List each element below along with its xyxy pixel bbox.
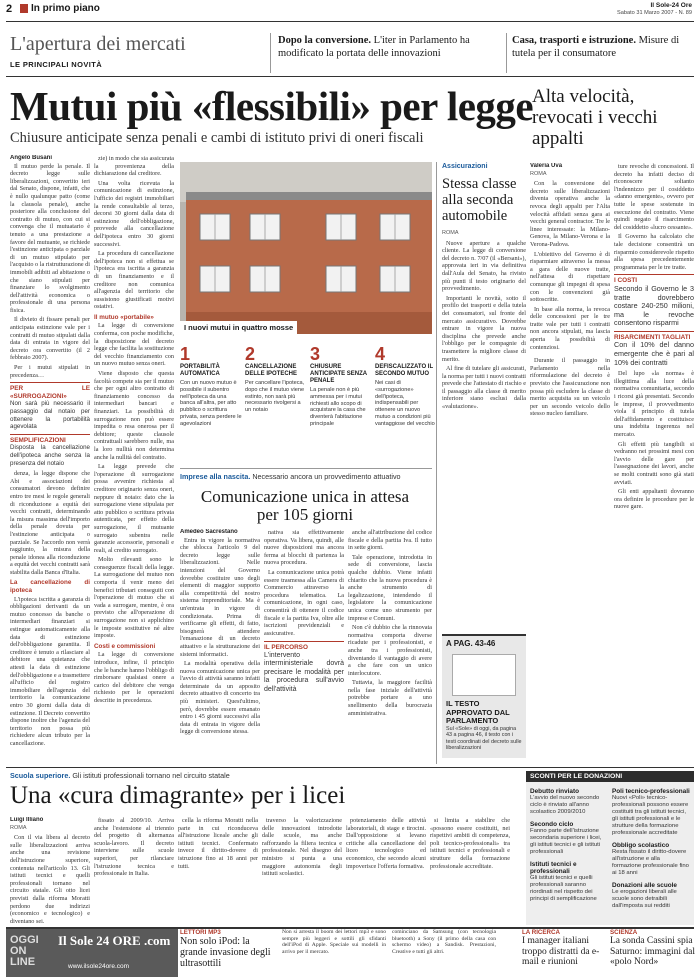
site-logo: Il Sole 24 ORE .com: [58, 933, 171, 948]
comm-col3-p2: Tale operazione, introdotta in sede di conversione, lascia qualche dubbio. Viene infatti chiarito che la nuova procedura è anche strumento di legalizzazione, intendendo il legislatore la comunicazione unica come uno strumento per imprese e Comuni.: [348, 553, 432, 622]
ricerca-headline: I manager italiani troppo distratti da e-mail e riunioni: [522, 936, 600, 967]
building-photo: [180, 162, 432, 334]
assic-headline: Stessa classe alla seconda automobile: [442, 176, 517, 224]
assic-p3: Al fine di tutelare gli assicurati, la norma per tutti i nuovi contratti prevede che l'attestato di rischio e il passaggio alla classe di merito inferiore siano esclusi dalla «valutazione».: [442, 365, 526, 411]
main-col1-p1: Il mutuo perde la penale. Il decreto legge sulle liberalizzazioni, convertito ieri dal Senato, dispone, infatti, che è nullo qualunque patto (come la clausola penale), anche posteriore alla conclusione del contratto di mutuo, con cui si convenga che il mutuatario è tenuto a una prestazione a favore del mutuante, se richiede l'estinzione anticipata o parziale di un mutuo stipulato per l'acquisto o la ristrutturazione di immobili adibiti ad abitazione o che siano stipulati per finanziare lo svolgimento dell'attività economica o professionale di una persona fisica.: [10, 162, 90, 314]
scienza-banner[interactable]: [610, 929, 696, 977]
dieta-col6: [430, 817, 510, 925]
av-place: ROMA: [530, 170, 547, 177]
dieta-col4: [262, 817, 342, 925]
main-col2-p2: Una volta ricevuta la comunicazione di estinzione, l'ufficio dei registri immobiliari la rende consultabile al terzo, decorsi 30 giorni dalla data di estinzione dell'obbligazione, provvede alla cancellazione dell'ipoteca entro 30 giorni successivi.: [94, 179, 174, 248]
sconti-item-5-title: Obbligo scolastico: [612, 842, 670, 849]
dieta-col2: [94, 817, 174, 925]
risarc-title: RISARCIMENTI TAGLIATI: [614, 333, 691, 341]
main-col1-p3: Per i mutui stipulati in precedenza…: [10, 364, 90, 379]
comm-col2-p2: La comunicazione unica potrà essere trasmessa alla Camera di Commercio attraverso la procedura telematica. La comunicazione, in ogni caso, consentirà di ottenere il codice fiscale e la partita Iva, oltre alle iscrizioni previdenziali e assicurative.: [264, 568, 344, 637]
main-byline: Angelo Busani: [10, 155, 53, 161]
comm-col1-p1: Entra in vigore la normativa che sblocca l'articolo 9 del decreto legge sulle liberalizzazioni. Nelle intenzioni del Governo dovrebbe costituire uno degli elementi di maggior supporto alla competitività del nostro sistema imprenditoriale. Ma è un'entrata in vigore di condizionata. Prima di verificarne gli effetti, di fatto, bisognerà attendere l'emanazione di un decreto attuativo e la strutturazione dei sistemi informatici.: [180, 536, 260, 658]
sconti-item-1-desc: L'avvio del nuovo secondo ciclo è rinviato all'anno scolastico 2009/2010: [530, 795, 600, 815]
step-1-desc: Con un nuovo mutuo è possibile il subentro nell'ipoteca da una banca all'altra, per atto pubblico o scrittura privata, senza perdere le agevolazioni: [180, 380, 242, 427]
dieta-kicker-bold: Scuola superiore.: [10, 771, 71, 780]
semplificazioni-box: [10, 434, 90, 467]
main-article-col2: [94, 155, 174, 763]
dieta-headline: Una «cura dimagrante» per i licei: [10, 782, 346, 809]
main-col2-p4: La legge di conversione conferma, con poche modifiche, la disposizione del decreto legge che facilita la sostituzione del vecchio finanziamento con un nuovo mutuo senza oneri.: [94, 322, 174, 368]
dieta-col5: [346, 817, 426, 925]
assic-p2: Importanti le novità, sotto il profilo dei trasporti e della tutela dei consumatori, sul fronte del mercato assicurativo. Dovrebbe entrare in vigore la nuova disciplina che prevede anche l'obbligo per le compagnie di trasmettere la migliore classe di merito.: [442, 294, 526, 363]
top-rule: [6, 21, 694, 22]
comm-kicker-text: Necessario ancora un provvedimento attuativo: [250, 472, 401, 481]
step-4-desc: Nei casi di «surrogazione» dell'ipoteca, indispensabili per ottenere un nuovo mutuo a condizioni più vantaggiose del vecchio: [375, 380, 435, 427]
dieta-place: ROMA: [10, 824, 27, 831]
issue-date: Sabato 31 Marzo 2007 - N. 89: [617, 10, 692, 16]
comm-col3-p4: Tuttavia, la maggiore facilità nella fase iniziale dell'attività potrebbe portare a uno snellimento della burocrazia amministrativa.: [348, 679, 432, 717]
main-subheadline: Chiusure anticipate senza penali e cambi di istituto privi di oneri fiscali: [10, 130, 424, 146]
main-col2-p8: La legge di conversione introduce, infine, il principio che le banche hanno l'obbligo di rimborsare qualsiasi onere a carico del debitore che venga richiesto per le operazioni descritte in precedenza.: [94, 651, 174, 704]
text-approved-box[interactable]: [442, 634, 526, 758]
comm-col3-p3: Non c'è dubbio che la rinnovata normativa comporta diverse ricadute per i professionisti, e anche tra i professionisti, diventando il vantaggio di avere a che fare con un unico interlocutore.: [348, 624, 432, 677]
step-4-title: DEFISCALIZZATO IL SECONDO MUTUO: [375, 364, 433, 377]
risarc-box: [614, 331, 694, 367]
dieta-c6: si limita a stabilire che «possono essere costituiti, nei rispettivi ambiti di competenza, poli tecnico-professionali» tra istituti tecnici e professionali e strutture della formazione professionale accreditate.: [430, 817, 510, 870]
lettori-text-2: cominciano da Samsung (con tecnologia bluetooth) a Sony (il primo della casa con schermo video) a Sandisk. Prestazioni, Creative e tutti gli altri.: [392, 929, 496, 955]
online-banner[interactable]: [6, 929, 178, 977]
av-headline: Alta velocità, revocati i vecchi appalti: [532, 86, 658, 149]
infographic-caption: I nuovi mutui in quattro mosse: [180, 321, 297, 334]
main-col1-p5: L'ipoteca iscritta a garanzia di obbligazioni derivanti da un mutuo concesso da banche o intermediari finanziari si estingue automaticamente alla data di estinzione dell'obbligazione garantita. Il creditore è tenuto a rilasciare al debitore una quietanza che attesti la data di estinzione dell'obbligazione e a trasmettere all'ufficio del registro immobiliare dell'agenzia del territorio la comunicazione entro 30 giorni dalla data di estinzione. Il Decreto convertito dispone inoltre che l'agenzia del territorio non possa più richiedere alcun tributo per la cancellazione.: [10, 595, 90, 747]
ad-pages: A PAG. 43-46: [446, 639, 496, 648]
sconti-sidebar: [526, 771, 694, 925]
comm-col2-p1: nativa sia effettivamente operativa. Va libera, quindi, alle nuove disposizioni ma ancora ferma ai blocchi di partenza la nuova procedura.: [264, 529, 344, 567]
ad-text: Sul «Sole» di oggi, da pagina 43 a pagina 46, il testo con i testi coordinati del decreto sulle liberalizzazioni: [446, 726, 522, 752]
dieta-kicker: [10, 771, 510, 780]
dieta-kicker-text: Gli istituti professionali tornano nel circuito statale: [70, 771, 230, 780]
step-4: [375, 346, 437, 428]
sconti-item-4-desc: Nuovi «Poli» tecnico-professionali possono essere costituiti tra gli istituti tecnici, gli istituti professionali e le strutture della formazione professionale accreditate: [612, 795, 689, 836]
header-teaser-1-bold: Dopo la conversione.: [278, 35, 372, 46]
assic-col1: [442, 230, 526, 630]
step-3-number: 3: [310, 344, 321, 364]
assic-left-rule: [436, 162, 437, 764]
fr-p4: Gli effetti più tangibili si vedranno nei prossimi mesi con l'avvio delle gare per l'assegnazione dei lavori, anche se molti contratti sono già stati avviati.: [614, 440, 694, 486]
dieta-c3: cella la riforma Moratti nella parte in cui riconduceva all'istruzione liceale anche gli istituti tecnici. Confermato invece il diritto-dovere di istruzione fino ai 18 anni per tutti.: [178, 817, 258, 870]
step-3-desc: La penale non è più ammessa per i mutui richiesti allo scopo di acquistare la casa che diventerà l'abitazione principale: [310, 387, 366, 427]
page-number: 2: [6, 3, 13, 15]
main-col1-sub1: La cancellazione di ipoteca: [10, 579, 90, 595]
sconti-title: SCONTI PER LE DONAZIONI: [526, 771, 694, 782]
av-col2: [614, 163, 694, 763]
step-2: [245, 346, 307, 414]
sconti-item-5-desc: Resta fissato il diritto-dovere all'istruzione e alla formazione professionale fino ai 18 anni: [612, 849, 689, 876]
percorso-title: IL PERCORSO: [264, 644, 308, 652]
mid-rule: [6, 767, 694, 768]
main-headline: Mutui più «flessibili» per legge: [10, 83, 534, 129]
ad-title: IL TESTO APPROVATO DAL PARLAMENTO: [446, 699, 510, 726]
main-col2-sub2: Costi e commissioni: [94, 642, 156, 650]
comm-col2: [264, 529, 344, 763]
main-article-col1: [10, 155, 90, 763]
sconti-item-3-title: Istituti tecnici e professionali: [530, 861, 577, 875]
header-teaser-2-bold: Casa, trasporti e istruzione.: [512, 35, 636, 46]
section-title: In primo piano: [31, 3, 100, 14]
av-p2: L'obiettivo del Governo è di risparmiare attraverso la messa a gara delle nuove tratte, nell'attesa di rispettare comunque gli impegni di spesa con le convenzioni già sottoscritte.: [530, 250, 610, 304]
scienza-headline: La sonda Cassini spia Saturno: immagini dal «polo Nord»: [610, 936, 695, 967]
online-brand: OGGI ON LINE: [10, 934, 39, 968]
step-3-title: CHIUSURE ANTICIPATE SENZA PENALE: [310, 364, 367, 384]
sconti-item-6-title: Donazioni alle scuole: [612, 882, 677, 889]
comm-kicker-bold: Imprese alla nascita.: [180, 472, 251, 481]
comm-col1-p2: La modalità operativa della nuova comunicazione unica per l'avvio di attività saranno infatti determinate da un apposito decreto attuativo di concerto tra più ministeri. Quest'ultimo, però, dovrebbe essere emanato entro i 45 giorni successivi alla data di entrata in vigore della legge di conversione stessa.: [180, 660, 260, 736]
assic-p1: Nuove aperture a qualche cliente. La legge di conversione del decreto n. 7/07 (il «Bersani»), approvata ieri in via definitiva dall'Aula del Senato, ha rivisto più punti il testo originario del provvedimento.: [442, 239, 526, 293]
sconti-item-1-title: Debutto rinviato: [530, 788, 579, 795]
sconti-item-2-desc: Fanno parte dell'istruzione secondaria superiore i licei, gli istituti tecnici e gli istituti professionali: [530, 828, 602, 855]
main-col2-sub1: Il mutuo «portabile»: [94, 313, 154, 321]
step-1-number: 1: [180, 344, 191, 364]
assic-place: ROMA: [442, 230, 459, 236]
header-divider-1: [270, 33, 271, 73]
sconti-col-right: [612, 783, 690, 910]
main-col2-p1: zie) in modo che sia assicurata la provenienza della dichiarazione dal creditore.: [94, 155, 174, 178]
sconti-item-2-title: Secondo ciclo: [530, 821, 574, 828]
step-2-title: CANCELLAZIONE DELLE IPOTECHE: [245, 364, 298, 377]
percorso-text: L'intervento interministeriale dovrà precisare le modalità per la procedura sull'avvio dell'attività: [264, 651, 344, 693]
main-col2-p3: La procedura di cancellazione dell'ipoteca non si effettua se l'ipoteca era iscritta a garanzia di un finanziamento e il creditore non comunica all'agenzia del territorio che sussistono giustificati motivi ostativi.: [94, 250, 174, 311]
ad-graphic: [452, 654, 516, 696]
section-marker: [20, 4, 28, 13]
dieta-col1: [10, 817, 90, 925]
semplificazioni-text: Disposta la cancellazione dell'ipoteca anche senza la presenza del notaio: [10, 444, 90, 467]
step-2-number: 2: [245, 344, 256, 364]
comm-kicker: [180, 472, 440, 481]
comm-col3: [348, 529, 432, 763]
av-p3: In base alla norma, la revoca delle concessioni per le tre tratte vale per tutti i contratti non ancora stipulati, ma lascia aperta la possibilità di contenziosi.: [530, 305, 610, 351]
step-1-title: PORTABILITÀ AUTOMATICA: [180, 364, 220, 377]
comm-headline: Comunicazione unica in attesa per 105 giorni: [200, 487, 410, 524]
main-col1-p2: Il divieto di fissare penali per anticipata estinzione vale per i contratti di mutuo stipulati dalla data di entrata in vigore del decreto ora convertito (il 2 febbraio 2007).: [10, 316, 90, 362]
scienza-title: SCIENZA: [610, 929, 638, 936]
lettori-headline: Non solo iPod: la grande invasione degli ultrasottili: [180, 936, 271, 969]
step-2-desc: Per cancellare l'ipoteca, dopo che il mutuo viene estinto, non sarà più necessario rivolgersi a un notaio: [245, 380, 305, 414]
costi-title: I COSTI: [614, 277, 638, 285]
ricerca-banner[interactable]: [522, 929, 606, 977]
step-3: [310, 346, 372, 428]
header-bottom-rule: [6, 76, 694, 77]
comm-top-rule: [180, 468, 432, 469]
fr-p3: Del lupo «la norma» è illegittima alla luce della normativa comunitaria, secondo i ricorsi già presentati. Secondo le imprese, il provvedimento viola il principio di tutela dell'affidamento e costituisce una indebita ingerenza nel mercato.: [614, 370, 694, 438]
av-col1: [530, 163, 610, 763]
sconti-item-6-desc: Le erogazioni liberali alle scuole sono detraibili dall'imposta sui redditi: [612, 889, 677, 909]
header-teaser-2: [512, 34, 694, 60]
main-col2-p7: Molto rilevanti sono le conseguenze fiscali della legge. La surrogazione del mutuo non comporta il venir meno dei benefici tributari conseguiti con l'operazione di mutuo che si vada a surrogare, mentre, è ora previsto che all'operazione di surrogazione non si applichino le imposte sostitutive né altre imposte.: [94, 556, 174, 640]
step-4-number: 4: [375, 344, 386, 364]
header-teaser-2-text: Misure di tutela per il consumatore: [512, 35, 680, 59]
main-col1-p4: denza, la legge dispone che Abi e associazioni dei consumatori devono definire entro tre mesi le regole generali di riconduzione a equità dei vecchi contratti, determinando la misura massima dell'importo della penale dovuta per l'estinzione anticipata o parziale. Se l'accordo non verrà raggiunto, la misura della penale idonea alla riconduzione a equità dei vecchi contratti sarà stabilita dalla Banca d'Italia.: [10, 470, 90, 576]
comm-col3-p1: anche all'attribuzione del codice fiscale e della partita Iva. Il tutto in sette giorni.: [348, 529, 432, 552]
lettori-title: LETTORI MP3: [180, 929, 221, 936]
main-col2-p6: La legge prevede che l'operazione di surrogazione possa avvenire richiesta al creditore originario senza oneri, neppure di notaio: dato che la surrogazione viene stipulata per atto pubblico o scrittura privata autenticata, per effetto della surrogazione, il mutuante surrogato subentra nelle garanzie accessorie, personali e reali, al credito surrogato.: [94, 463, 174, 554]
semplificazioni-title: SEMPLIFICAZIONI: [10, 436, 66, 444]
dieta-c1: Con il via libera al decreto sulle liberalizzazioni arriva anche una revisione dell'istruzione superiore, contenuta nell'articolo 13. Gli istituti tecnici e quelli professionali tornano nel circuito statale. Gli otto licei previsti dalla riforma Moratti perdono due indirizzi (economico e tecnologico) e diventano sei.: [10, 834, 90, 925]
sconti-item-4-title: Poli tecnico-professionali: [612, 788, 690, 795]
header-teaser-1: [278, 34, 500, 60]
header-title: L'apertura dei mercati: [10, 33, 186, 55]
header-subtitle: LE PRINCIPALI NOVITÀ: [10, 60, 103, 69]
av-p1: Con la conversione del decreto sulle liberalizzazioni diventa operativa anche la revoca degli appalti per l'Alta velocità affidati senza gara ai vecchi general contractor. Tre le linee interessate: la Milano-Genova, la Milano-Verona e la Verona-Padova.: [530, 180, 610, 248]
assic-p4: Durante il passaggio in Parlamento nella riformulazione del decreto è previsto che l'assicurazione non possa più escludere la classe di merito acquisita su un veicolo per un secondo veicolo dello stesso nucleo familiare.: [530, 357, 610, 418]
dieta-col3: [178, 817, 258, 925]
av-byline: Valeria Uva: [530, 163, 563, 169]
assic-kicker: Assicurazioni: [442, 163, 488, 170]
step-1: [180, 346, 242, 428]
header-divider-2: [506, 33, 507, 73]
fr-p2: Il Governo ha calcolato che tale decisione consentirà un risparmio considerevole rispetto alla spesa precedentemente programmata per le tre tratte.: [614, 233, 694, 271]
site-url[interactable]: www.ilsole24ore.com: [68, 963, 130, 970]
lettori-text: Non si arresta il boom dei lettori mp3 e sono sempre più leggeri e sottili gli sfidanti dell'iPod di Apple. Speciale sui modelli in arrivo per il mercato.: [282, 929, 386, 955]
building-illustration: [180, 162, 432, 334]
fr-p1: ture revoche di concessioni. Il decreto ha infatti deciso di riconoscere soltanto l'indennizzo per il cosiddetto «danno emergente», ovvero per tutte le spese sostenute in esecuzione del contratto. Viene quindi negato il risarcimento del cosiddetto «lucro cessante».: [614, 163, 694, 231]
header-teaser-1-text: L'iter in Parlamento ha modificato la portata delle innovazioni: [278, 35, 470, 59]
dieta-c2: fissato al 2009/10. Arriva anche l'estensione al triennio del progetto di alternanza scuola-lavoro. Il decreto interviene sulle scuole superiori, per rilanciare l'istruzione tecnica e professionale in Italia.: [94, 817, 174, 878]
costi-box: [614, 274, 694, 328]
percorso-box: [264, 641, 344, 694]
surrogazioni-box: [10, 382, 90, 431]
comm-col1: [180, 529, 260, 763]
main-col2-p5: Viene disposto che questa facoltà compete sia per il mutuo che per ogni altro contratto di finanziamento concesso da intermediari bancari e finanziari. La possibilità di surrogazione non può essere impedita o resa onerosa per il debitore; queste clausole contrattuali sarebbero nulle, ma la loro nullità non determina anche la nullità del contratto.: [94, 370, 174, 461]
surrogazioni-text: Non sarà più necessario il passaggio dal notaio per ottenere la portabilità agevolata: [10, 400, 90, 431]
risarc-text: Con il 10% del danno emergente che è pari al 10% dei contratti: [614, 340, 694, 367]
dieta-c4: traverso la valorizzazione delle innovazioni introdotte dalle scuole, ma anche rafforzando la filiera tecnica e professionale. Nel disegno del ministro si punta a una maggiore autonomia degli istituti scolastici.: [262, 817, 342, 878]
sconti-col-left: [530, 783, 608, 903]
sconti-item-3-desc: Gli istituti tecnici e quelli professionali saranno riordinati nel rispetto dei principi di semplificazione: [530, 875, 597, 902]
ricerca-title: LA RICERCA: [522, 929, 560, 936]
surrogazioni-title: PER LE «SURROGAZIONI»: [10, 385, 90, 400]
comm-byline: Amedeo Sacrestano: [180, 529, 238, 535]
fr-p5: Gli enti appaltanti dovranno ora definire le procedure per le nuove gare.: [614, 488, 694, 511]
dieta-c5: potenziamento delle attività laboratoriali, di stage e tirocini. Dall'opposizione si levano critiche alla cancellazione del liceo tecnologico ed economico, che secondo alcuni impoverisce l'offerta formativa.: [346, 817, 426, 870]
costi-text: Secondo il Governo le 3 tratte dovrebbero costare 240-250 milioni, ma le revoche consentono risparmi: [614, 283, 694, 328]
lettori-banner[interactable]: [180, 929, 390, 977]
masthead: Il Sole-24 Ore: [650, 2, 692, 9]
dieta-byline: Luigi Illiano: [10, 817, 44, 823]
